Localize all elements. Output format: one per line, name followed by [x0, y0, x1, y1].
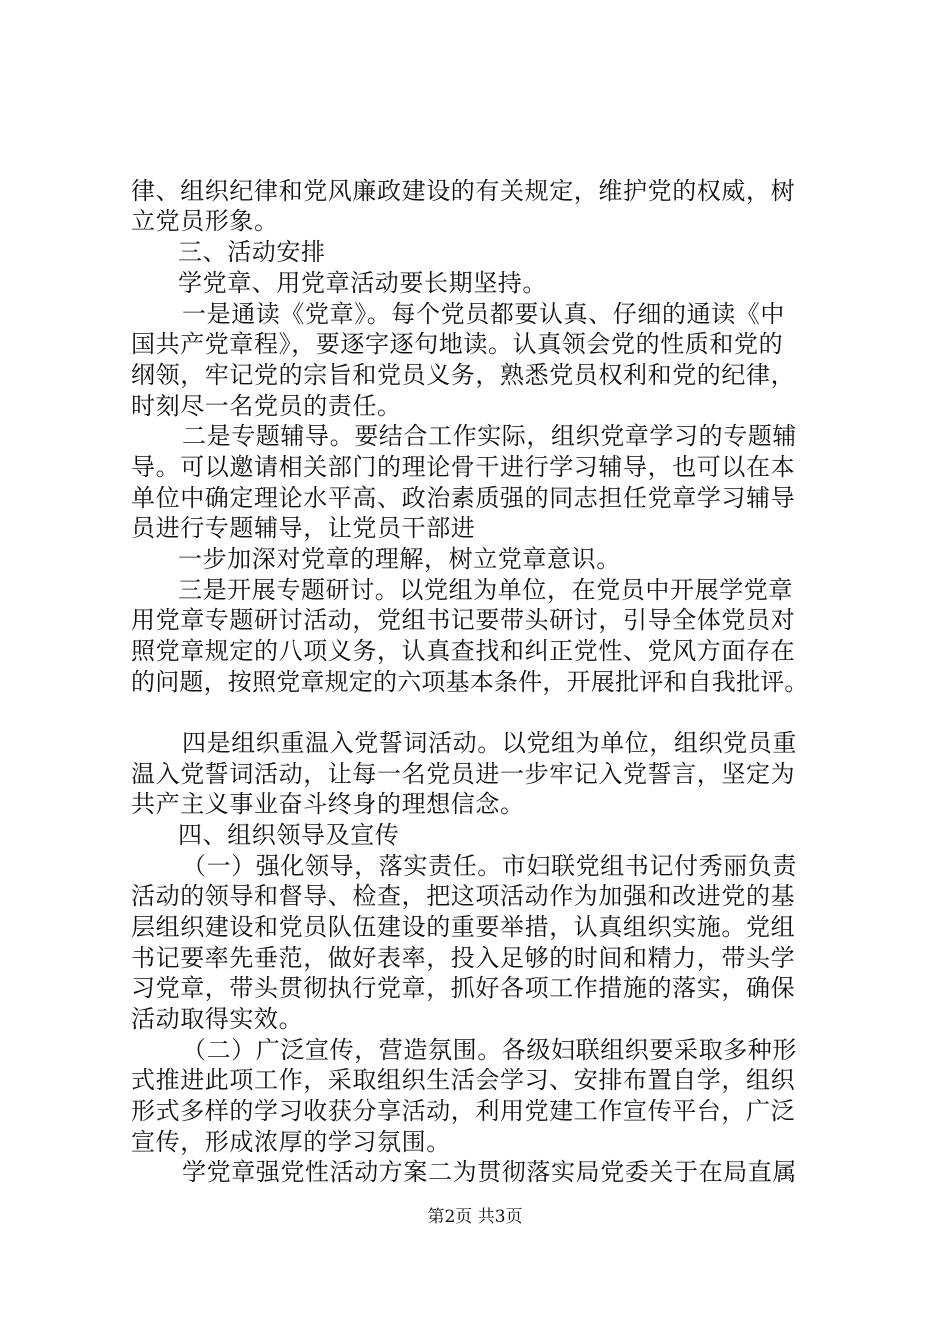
section-heading: 三、活动安排	[178, 238, 326, 266]
text-line: 三是开展专题研讨。以党组为单位，在党员中开展学党章	[178, 576, 793, 604]
text-line: （二）广泛宣传，营造氛围。各级妇联组织要采取多种形	[182, 1036, 797, 1064]
text-line: 学党章、用党章活动要长期坚持。	[178, 269, 547, 297]
section-heading: 四、组织领导及宣传	[178, 821, 400, 849]
text-line: 的问题，按照党章规定的六项基本条件，开展批评和自我批评。	[131, 668, 809, 696]
text-line: 用党章专题研讨活动，党组书记要带头研讨，引导全体党员对	[131, 606, 796, 634]
text-line: 学党章强党性活动方案二为贯彻落实局党委关于在局直属	[182, 1158, 797, 1186]
text-line: 温入党誓词活动，让每一名党员进一步牢记入党誓言，坚定为	[131, 760, 796, 788]
text-line: 国共产党章程》，要逐字逐句地读。认真领会党的性质和党的	[131, 330, 784, 358]
text-line: 时刻尽一名党员的责任。	[131, 392, 402, 420]
text-line: 纲领，牢记党的宗旨和党员义务，熟悉党员权利和党的纪律，	[131, 361, 796, 389]
page-number-footer: 第2页 共3页	[427, 1207, 523, 1227]
text-line: 宣传，形成浓厚的学习氛围。	[131, 1128, 451, 1156]
text-line: 式推进此项工作，采取组织生活会学习、安排布置自学，组织	[131, 1066, 796, 1094]
text-line: （一）强化领导，落实责任。市妇联党组书记付秀丽负责	[182, 852, 797, 880]
text-line: 单位中确定理论水平高、政治素质强的同志担任党章学习辅导	[131, 484, 796, 512]
text-line: 形式多样的学习收获分享活动，利用党建工作宣传平台，广泛	[131, 1097, 796, 1125]
text-line: 四是组织重温入党誓词活动。以党组为单位，组织党员重	[182, 729, 797, 757]
text-line: 层组织建设和党员队伍建设的重要举措，认真组织实施。党组	[131, 913, 796, 941]
text-line: 立党员形象。	[131, 207, 279, 235]
text-line: 习党章，带头贯彻执行党章，抓好各项工作措施的落实，确保	[131, 974, 796, 1002]
text-line: 二是专题辅导。要结合工作实际，组织党章学习的专题辅	[182, 422, 797, 450]
text-line: 员进行专题辅导，让党员干部进	[131, 514, 476, 542]
text-line: 律、组织纪律和党风廉政建设的有关规定，维护党的权威，树	[131, 177, 796, 205]
text-line: 活动取得实效。	[131, 1005, 304, 1033]
text-line: 导。可以邀请相关部门的理论骨干进行学习辅导，也可以在本	[131, 453, 796, 481]
text-line: 一是通读《党章》。每个党员都要认真、仔细的通读《中	[182, 300, 785, 328]
text-line: 活动的领导和督导、检查，把这项活动作为加强和改进党的基	[131, 882, 796, 910]
text-line: 一步加深对党章的理解，树立党章意识。	[178, 545, 621, 573]
text-line: 书记要率先垂范，做好表率，投入足够的时间和精力，带头学	[131, 944, 796, 972]
text-line: 共产主义事业奋斗终身的理想信念。	[131, 790, 525, 818]
text-line: 照党章规定的八项义务，认真查找和纠正党性、党风方面存在	[131, 637, 796, 665]
